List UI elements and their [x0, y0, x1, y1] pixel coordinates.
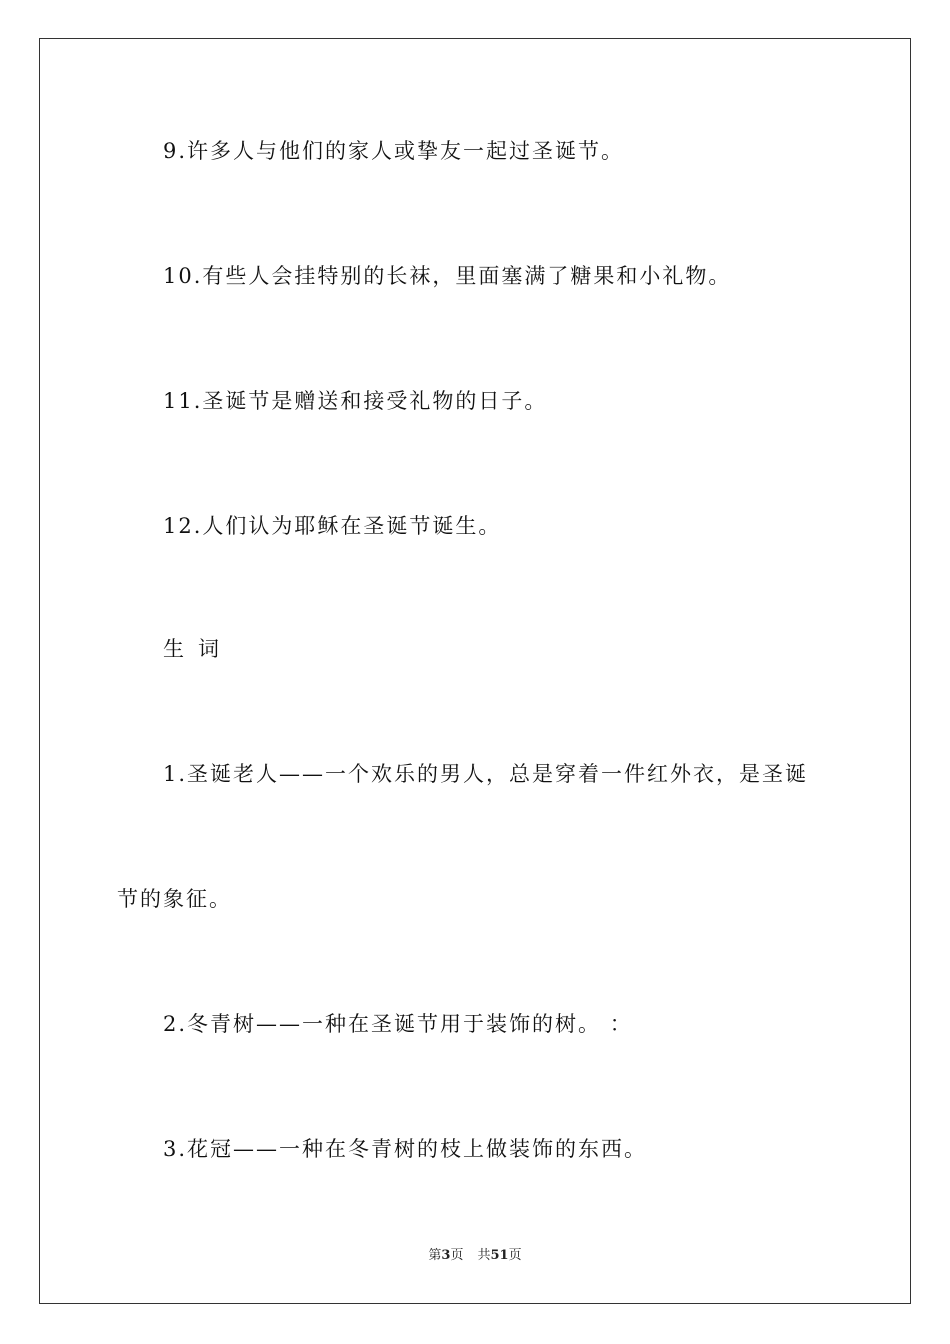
paragraph-line: 11.圣诞节是赠送和接受礼物的日子。: [163, 389, 548, 413]
page-border: [39, 38, 911, 1304]
total-pages: 51: [490, 1248, 509, 1263]
section-heading: 生词: [163, 637, 233, 661]
page-prefix: 第: [428, 1248, 442, 1263]
page-number: 3: [441, 1248, 451, 1263]
paragraph-line: 12.人们认为耶稣在圣诞节诞生。: [163, 514, 502, 538]
total-suffix: 页: [508, 1248, 522, 1263]
paragraph-line: 1.圣诞老人——一个欢乐的男人，总是穿着一件红外衣，是圣诞: [163, 762, 809, 786]
paragraph-line: 2.冬青树——一种在圣诞节用于装饰的树。 ：: [163, 1012, 633, 1036]
paragraph-line: 节的象征。: [117, 887, 232, 911]
paragraph-line: 9.许多人与他们的家人或挚友一起过圣诞节。: [163, 139, 625, 163]
paragraph-line: 10.有些人会挂特别的长袜，里面塞满了糖果和小礼物。: [163, 264, 732, 288]
paragraph-line: 3.花冠——一种在冬青树的枝上做装饰的东西。: [163, 1137, 648, 1161]
total-prefix: 共: [477, 1248, 491, 1263]
page-suffix: 页: [450, 1248, 464, 1263]
page-footer: [0, 1248, 950, 1264]
